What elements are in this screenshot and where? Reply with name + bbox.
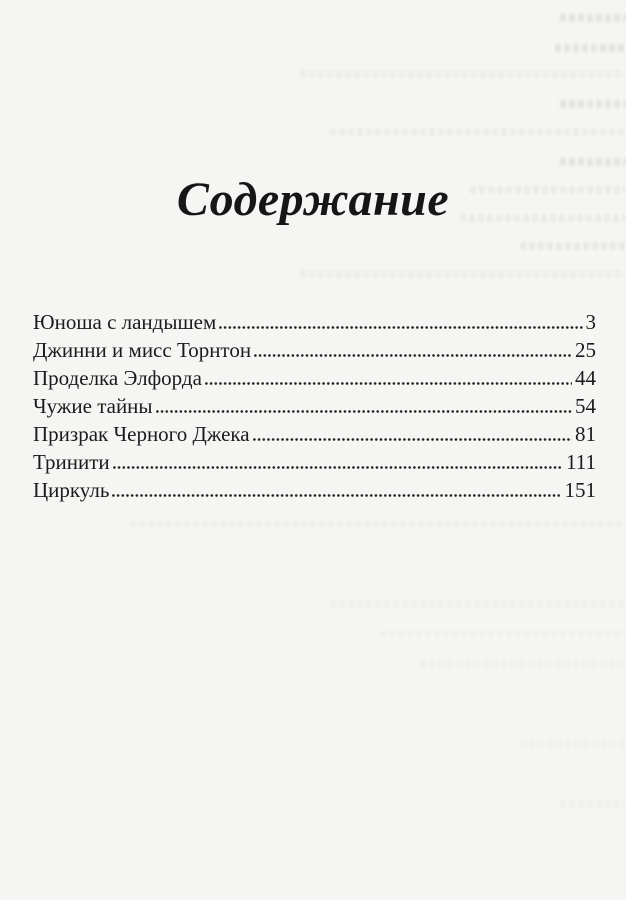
toc-entry-title: Чужие тайны [33,394,153,418]
bleed-through-line [520,740,626,748]
bleed-through-line [300,270,626,278]
bleed-through-line [420,660,626,668]
bleed-through-line [555,44,626,52]
toc-entry-page: 3 [585,310,596,334]
toc-entry [33,364,596,392]
bleed-through-line [130,520,626,528]
dot-leader [205,382,572,385]
dot-leader [254,354,572,357]
toc-entry [33,420,596,448]
toc-entry-title: Тринити [33,450,110,474]
toc-entry-title: Циркуль [33,478,110,502]
bleed-through-line [300,70,626,78]
toc-entry-title: Джинни и мисс Торнтон [33,338,252,362]
bleed-through-line [560,158,626,166]
toc-entry-page: 111 [566,450,596,474]
toc-entry [33,476,596,504]
toc-entry-page: 151 [564,478,596,502]
dot-leader [112,494,561,497]
page-title: Содержание [176,173,450,226]
dot-leader [113,466,563,469]
toc-entry-page: 81 [575,422,596,446]
toc-entry [33,308,596,336]
toc-entry [33,448,596,476]
bleed-through-line [560,100,626,108]
table-of-contents [33,308,596,504]
bleed-through-line [560,800,626,808]
toc-entry-page: 54 [575,394,596,418]
dot-leader [219,326,582,329]
bleed-through-line [330,600,626,608]
bleed-through-line [380,630,626,638]
toc-entry [33,336,596,364]
toc-entry-page: 44 [575,366,596,390]
toc-entry-title: Проделка Элфорда [33,366,202,390]
bleed-through-line [330,128,626,136]
dot-leader [253,438,572,441]
bleed-through-line [520,242,626,250]
bleed-through-line [560,14,626,22]
dot-leader [156,410,572,413]
toc-entry-title: Юноша с ландышем [33,310,217,334]
toc-entry-page: 25 [575,338,596,362]
toc-entry-title: Призрак Черного Джека [33,422,250,446]
toc-entry [33,392,596,420]
